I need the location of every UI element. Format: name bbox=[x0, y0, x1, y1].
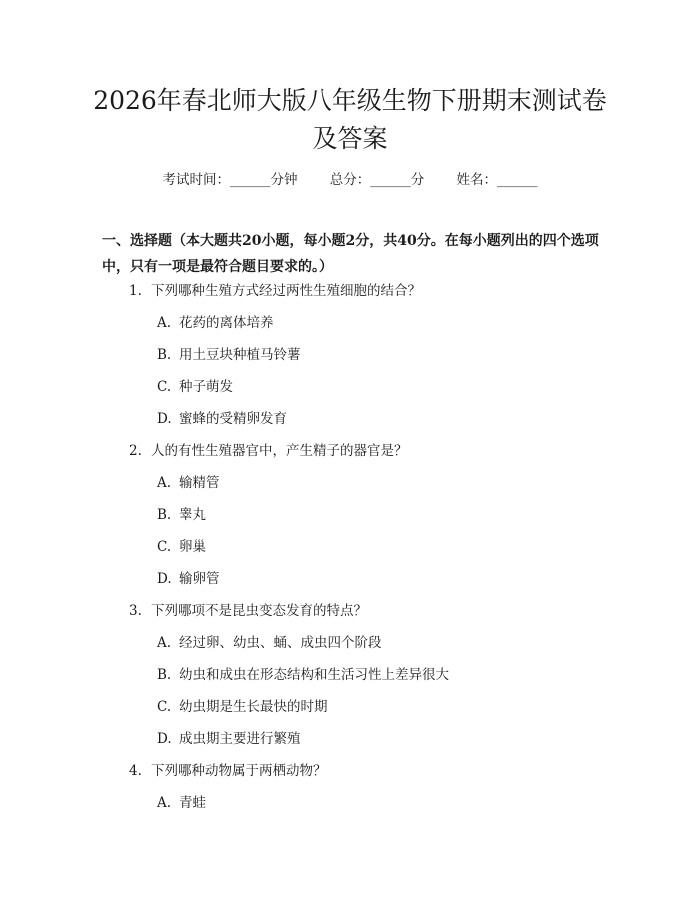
option-text: 用土豆块种植马铃薯 bbox=[179, 347, 301, 363]
option-text: 幼虫期是生长最快的时期 bbox=[179, 699, 328, 715]
question-text: 人的有性生殖器官中，产生精子的器官是？ bbox=[151, 443, 408, 459]
option-letter: B. bbox=[157, 507, 172, 523]
question-text: 下列哪项不是昆虫变态发育的特点？ bbox=[151, 603, 367, 619]
option-letter: C. bbox=[157, 539, 172, 555]
option-letter: B. bbox=[157, 667, 172, 683]
question-2 bbox=[129, 442, 408, 460]
option-letter: A. bbox=[157, 475, 172, 491]
question-2-option-a bbox=[157, 474, 220, 492]
question-1-option-d bbox=[157, 410, 287, 428]
option-text: 种子萌发 bbox=[179, 379, 233, 395]
question-3-option-b bbox=[157, 666, 449, 684]
exam-name: 姓名：______ bbox=[456, 172, 538, 188]
question-3-option-d bbox=[157, 730, 301, 748]
question-1 bbox=[129, 282, 421, 300]
question-text: 下列哪种动物属于两栖动物？ bbox=[151, 763, 327, 779]
question-4 bbox=[129, 762, 327, 780]
option-letter: A. bbox=[157, 795, 172, 811]
exam-score: 总分：______分 bbox=[329, 172, 425, 188]
option-letter: C. bbox=[157, 699, 172, 715]
option-letter: D. bbox=[157, 411, 172, 427]
question-3-option-c bbox=[157, 698, 328, 716]
option-text: 输精管 bbox=[179, 475, 220, 491]
question-1-option-b bbox=[157, 346, 301, 364]
question-3-option-a bbox=[157, 634, 382, 652]
document-title: 2026年春北师大版八年级生物下册期末测试卷及答案 bbox=[93, 86, 607, 153]
option-text: 卵巢 bbox=[179, 539, 206, 555]
option-text: 输卵管 bbox=[179, 571, 220, 587]
option-text: 花药的离体培养 bbox=[179, 315, 274, 331]
question-1-option-a bbox=[157, 314, 274, 332]
exam-time: 考试时间：______分钟 bbox=[162, 172, 298, 188]
question-number: 4. bbox=[129, 763, 142, 779]
question-text: 下列哪种生殖方式经过两性生殖细胞的结合？ bbox=[151, 283, 421, 299]
question-2-option-d bbox=[157, 570, 220, 588]
question-number: 3. bbox=[129, 603, 142, 619]
question-number: 2. bbox=[129, 443, 142, 459]
exam-info bbox=[0, 168, 700, 188]
question-2-option-b bbox=[157, 506, 206, 524]
option-letter: C. bbox=[157, 379, 172, 395]
option-letter: D. bbox=[157, 571, 172, 587]
section-heading: 一、选择题（本大题共20小题，每小题2分，共40分。在每小题列出的四个选项中，只有一项是最符合题目要求的。） bbox=[102, 233, 599, 275]
option-text: 蜜蜂的受精卵发育 bbox=[179, 411, 287, 427]
option-letter: D. bbox=[157, 731, 172, 747]
question-4-option-a bbox=[157, 794, 206, 812]
option-text: 幼虫和成虫在形态结构和生活习性上差异很大 bbox=[179, 667, 449, 683]
option-text: 经过卵、幼虫、蛹、成虫四个阶段 bbox=[179, 635, 382, 651]
option-letter: B. bbox=[157, 347, 172, 363]
option-text: 成虫期主要进行繁殖 bbox=[179, 731, 301, 747]
option-text: 青蛙 bbox=[179, 795, 206, 811]
option-text: 睾丸 bbox=[179, 507, 206, 523]
question-3 bbox=[129, 602, 367, 620]
question-2-option-c bbox=[157, 538, 206, 556]
question-1-option-c bbox=[157, 378, 233, 396]
option-letter: A. bbox=[157, 315, 172, 331]
question-number: 1. bbox=[129, 283, 142, 299]
option-letter: A. bbox=[157, 635, 172, 651]
